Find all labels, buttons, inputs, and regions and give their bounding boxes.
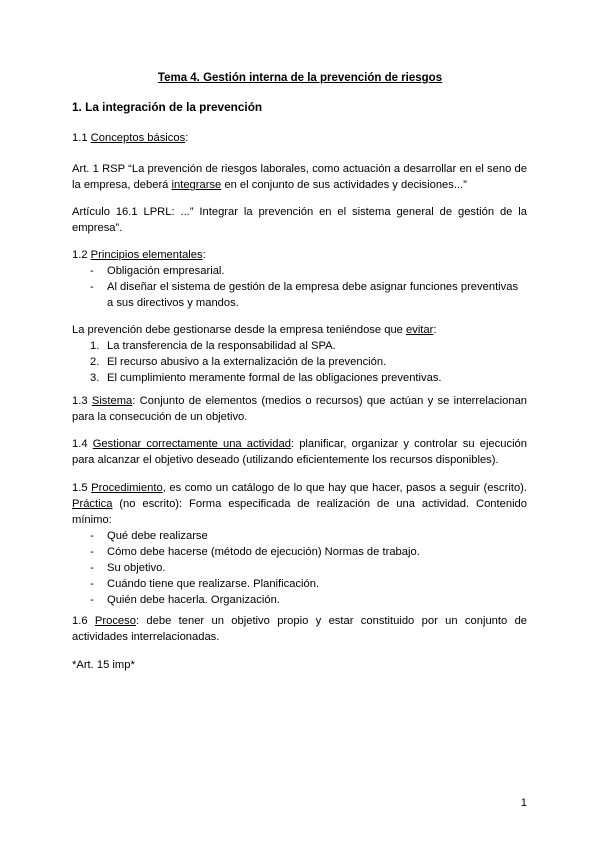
list-item — [72, 592, 527, 608]
list-item-text: Cómo debe hacerse (método de ejecución) Normas de trabajo. — [107, 546, 420, 558]
list-item-text: Obligación empresarial. — [107, 265, 225, 277]
subsection-number: 1.1 — [72, 132, 88, 144]
list-item-text: Al diseñar el sistema de gestión de la empresa debe asignar funciones preventivas a sus directivos y mandos. — [107, 281, 519, 309]
subsection-label: Gestionar correctamente una actividad — [92, 438, 291, 450]
avoid-pre: La prevención debe gestionarse desde la empresa teniéndose que — [72, 324, 406, 336]
document-title: Tema 4. Gestión interna de la prevención de riesgos — [157, 72, 443, 84]
subsection-text: : planificar, organizar y controlar su ejecución para alcanzar el objetivo deseado (utilizando eficientemente los recursos disponibles). — [72, 438, 527, 466]
list-dash: - — [90, 281, 94, 293]
subsection-text-2: (no escrito): Forma especificada de realización de una actividad. Contenido mínimo: — [72, 498, 527, 526]
article-1-underlined: integrarse — [171, 179, 222, 191]
article-1-rsp — [72, 161, 527, 193]
subsection-label: Principios elementales — [90, 249, 203, 261]
list-item — [72, 544, 527, 560]
article-1-post: en el conjunto de sus actividades y decisiones...” — [221, 179, 467, 191]
list-item-text: Quién debe hacerla. Organización. — [107, 594, 280, 606]
subsection-suffix: : — [185, 132, 189, 144]
content-list — [72, 528, 527, 608]
subsection-text: : Conjunto de elementos (medios o recursos) que actúan y se interrelacionan para la consecución de un objetivo. — [72, 395, 528, 423]
subsection-number: 1.6 — [72, 615, 88, 627]
subsection-1-6 — [72, 613, 527, 645]
list-item — [72, 370, 527, 386]
avoid-suffix: : — [433, 324, 437, 336]
subsection-1-2 — [72, 247, 527, 311]
subsection-text: : debe tener un objetivo propio y estar constituido por un conjunto de actividades interrelacionadas. — [72, 615, 528, 643]
subsection-1-3 — [72, 393, 527, 425]
list-dash: - — [90, 530, 94, 542]
subsection-number: 1.4 — [72, 438, 88, 450]
list-dash: - — [90, 562, 94, 574]
list-item-text: La transferencia de la responsabilidad al SPA. — [107, 340, 336, 352]
list-item — [72, 354, 527, 370]
principles-list — [72, 263, 527, 311]
subsection-number: 1.2 — [72, 249, 88, 261]
avoid-underlined: evitar — [406, 324, 434, 336]
subsection-text: , es como un catálogo de lo que hay que hacer, pasos a seguir (escrito). — [162, 482, 527, 494]
list-item-text: Cuándo tiene que realizarse. Planificación. — [107, 578, 320, 590]
note: *Art. 15 imp* — [72, 659, 135, 671]
list-item — [72, 263, 527, 279]
subsection-number: 1.5 — [72, 482, 88, 494]
subsection-label: Sistema — [91, 395, 133, 407]
list-item — [72, 338, 527, 354]
subsection-label: Proceso — [94, 615, 136, 627]
page-number: 1 — [520, 797, 527, 809]
subsection-1-5 — [72, 480, 527, 608]
list-dash: - — [90, 578, 94, 590]
subsection-1-2-heading — [72, 247, 527, 263]
article-1-pre: Art. 1 RSP “La prevención de riesgos laborales, como actuación a desarrollar en el seno de la empresa, deberá — [72, 163, 527, 191]
list-dash: - — [90, 594, 94, 606]
list-dash: - — [90, 265, 94, 277]
subsection-label: Procedimiento — [91, 482, 163, 494]
avoid-section — [72, 322, 527, 386]
list-dash: - — [90, 546, 94, 558]
subsection-number: 1.3 — [72, 395, 88, 407]
avoid-intro — [72, 322, 527, 338]
article-16-1-lprl: Artículo 16.1 LPRL: ...” Integrar la prevención en el sistema general de gestión de la empresa”. — [72, 206, 527, 234]
list-number: 2. — [90, 356, 100, 368]
avoid-list — [72, 338, 527, 386]
subsection-suffix: : — [202, 249, 206, 261]
list-item — [72, 560, 527, 576]
subsection-label-2: Práctica — [72, 498, 113, 510]
list-item-text: El cumplimiento meramente formal de las obligaciones preventivas. — [107, 372, 442, 384]
list-item — [72, 279, 527, 311]
subsection-1-1 — [72, 130, 527, 146]
section-heading: 1. La integración de la prevención — [72, 100, 263, 114]
list-number: 3. — [90, 372, 100, 384]
list-number: 1. — [90, 340, 100, 352]
subsection-1-4 — [72, 436, 527, 468]
list-item — [72, 528, 527, 544]
subsection-1-5-text — [72, 480, 527, 528]
list-item-text: El recurso abusivo a la externalización de la prevención. — [107, 356, 387, 368]
list-item — [72, 576, 527, 592]
list-item-text: Qué debe realizarse — [107, 530, 208, 542]
subsection-label: Conceptos básicos — [90, 132, 186, 144]
list-item-text: Su objetivo. — [107, 562, 166, 574]
